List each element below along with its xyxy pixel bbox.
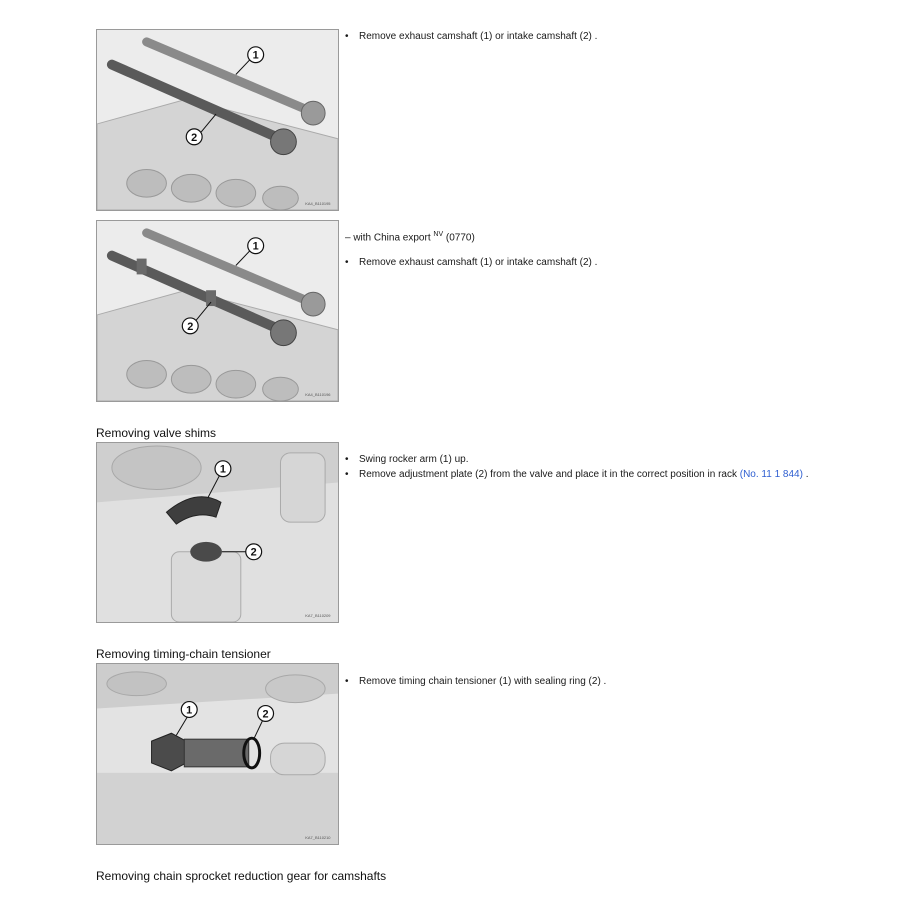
instruction-suffix: . xyxy=(805,469,809,480)
callout-1: 1 xyxy=(219,463,226,476)
instruction-item xyxy=(345,674,825,689)
instruction-item xyxy=(345,29,825,44)
bullet: • xyxy=(345,676,349,687)
valve-shim-illustration xyxy=(97,443,338,622)
instruction-text: Remove timing chain tensioner (1) with sealing ring (2) . xyxy=(359,676,607,687)
callout-2: 2 xyxy=(262,708,269,721)
instructions-camshafts-china xyxy=(345,227,825,270)
section-heading-sprocket-reduction-gear: Removing chain sprocket reduction gear for camshafts xyxy=(96,869,387,883)
instruction-text: Remove exhaust camshaft (1) or intake camshaft (2) . xyxy=(359,257,598,269)
instruction-text: Swing rocker arm (1) up. xyxy=(359,454,469,465)
callout-1: 1 xyxy=(252,240,259,253)
figure-camshafts-china-export xyxy=(96,220,339,402)
instruction-text: Remove exhaust camshaft (1) or intake camshaft (2) . xyxy=(359,31,598,42)
section-heading-valve-shims: Removing valve shims xyxy=(96,426,217,440)
figure-id: KA7_B110209 xyxy=(305,613,331,619)
camshaft-illustration xyxy=(97,30,338,210)
bullet: • xyxy=(345,31,349,42)
figure-exhaust-intake-camshafts xyxy=(96,29,339,211)
callout-2: 2 xyxy=(250,546,257,559)
callout-2: 2 xyxy=(191,131,198,144)
figure-valve-shims xyxy=(96,442,339,623)
bullet: • xyxy=(345,469,349,480)
figure-id: KA4_B110195 xyxy=(305,201,331,207)
instructions-chain-tensioner xyxy=(345,674,825,689)
condition-superscript: NV xyxy=(433,231,444,238)
instruction-text: Remove adjustment plate (2) from the valve and place it in the correct position in rack xyxy=(359,469,737,480)
chain-tensioner-illustration xyxy=(97,664,338,844)
instruction-item xyxy=(345,255,825,270)
bullet: • xyxy=(345,454,349,465)
figure-chain-tensioner xyxy=(96,663,339,845)
instructions-camshafts xyxy=(345,29,825,44)
callout-2: 2 xyxy=(187,320,194,333)
bullet: • xyxy=(345,257,349,269)
camshaft-illustration xyxy=(97,221,338,401)
tool-reference-link[interactable]: (No. 11 1 844) xyxy=(739,469,803,480)
condition-china-export: – with China export $^{NV}$ (0770) xyxy=(345,231,475,244)
figure-id: KA7_B110210 xyxy=(305,835,331,841)
section-heading-chain-tensioner: Removing timing-chain tensioner xyxy=(96,647,271,661)
callout-1: 1 xyxy=(186,704,193,717)
instructions-valve-shims xyxy=(345,452,825,482)
callout-1: 1 xyxy=(252,49,259,62)
figure-id: KA4_B110196 xyxy=(305,392,331,398)
instruction-item xyxy=(345,452,825,467)
instruction-item xyxy=(345,467,825,482)
